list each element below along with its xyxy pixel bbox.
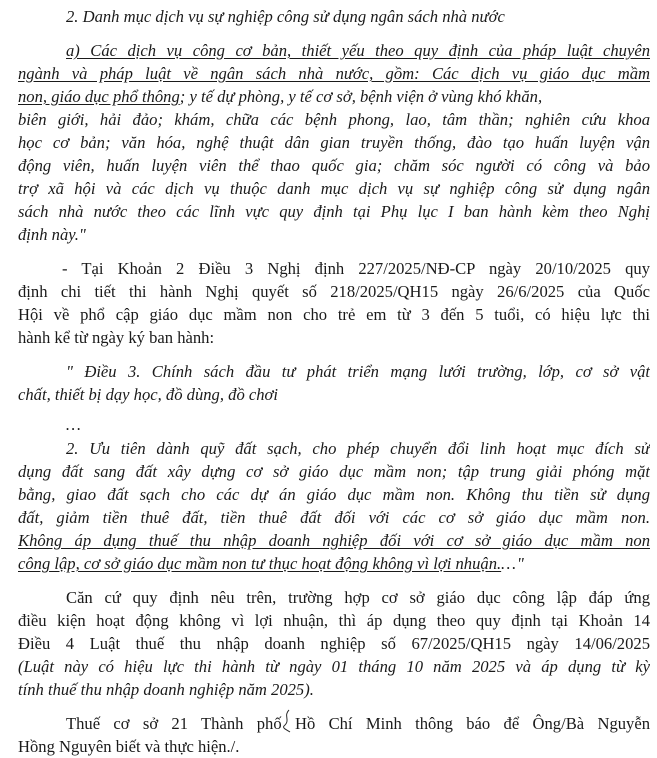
conclusion-line-3: Điều 4 Luật thuế thu nhập doanh nghiệp số 67/2025/QH15 ngày 14/06/2025	[18, 634, 650, 653]
clause2-line-3: bằng, giao đất sạch cho các dự án giáo dục mầm non. Không thu tiền sử dụng	[18, 485, 650, 504]
conclusion-line-1: Căn cứ quy định nêu trên, trường hợp cơ sở giáo dục công lập đáp ứng	[66, 588, 650, 607]
item-a-line-1: a) Các dịch vụ công cơ bản, thiết yếu theo quy định của pháp luật chuyên	[66, 41, 650, 60]
clause2-line-4: đất, giảm tiền thuê đất, tiền thuê đất đối với các cơ sở giáo dục mầm non.	[18, 508, 650, 527]
clause2-line-2: dụng đất sang đất xây dựng cơ sở giáo dục mầm non; tập trung giải phóng mặt	[18, 462, 650, 481]
closing-line-2: Hồng Nguyên biết và thực hiện./.	[18, 737, 240, 756]
item-a-line-7: trợ xã hội và các dịch vụ thuộc danh mục dịch vụ sự nghiệp công sử dụng ngân	[18, 179, 650, 198]
item-a-line-9: định này."	[18, 225, 86, 244]
decree-ref-line-1: - Tại Khoản 2 Điều 3 Nghị định 227/2025/NĐ-CP ngày 20/10/2025 quy	[62, 259, 650, 278]
item-a-line-4: biên giới, hải đảo; khám, chữa các bệnh phong, lao, tâm thần; nghiên cứu khoa	[18, 110, 650, 129]
item-a-line-3-underlined: non, giáo dục phổ thông	[18, 87, 180, 106]
item-a-line-3	[18, 86, 650, 108]
section-title: 2. Danh mục dịch vụ sự nghiệp công sử dụng ngân sách nhà nước	[66, 7, 505, 26]
decree-ref-line-4: hành kể từ ngày ký ban hành:	[18, 328, 215, 347]
article3-line-1: " Điều 3. Chính sách đầu tư phát triển mạng lưới trường, lớp, cơ sở vật	[66, 362, 650, 381]
item-a-line-6: động viên, huấn luyện viên thể thao quốc gia; chăm sóc người có công và bảo	[18, 156, 650, 175]
decree-ref-line-2: định chi tiết thi hành Nghị quyết số 218/2025/QH15 ngày 26/6/2025 của Quốc	[18, 282, 650, 301]
conclusion-italic-line-1: (Luật này có hiệu lực thi hành từ ngày 01 tháng 10 năm 2025 và áp dụng từ kỳ	[18, 657, 650, 676]
conclusion-italic-line-2: tính thuế thu nhập doanh nghiệp năm 2025).	[18, 680, 314, 699]
clause2-line-1: 2. Ưu tiên dành quỹ đất sạch, cho phép chuyển đổi linh hoạt mục đích sử	[66, 439, 650, 458]
clause2-tail: …"	[501, 554, 525, 573]
item-a-line-8: sách nhà nước theo các lĩnh vực quy định tại Phụ lục I ban hành kèm theo Nghị	[18, 202, 650, 221]
article3-line-2: chất, thiết bị dạy học, đồ dùng, đồ chơi	[18, 385, 279, 404]
item-a-line-5: học cơ bản; văn hóa, nghệ thuật dân gian truyền thống, đào tạo huấn luyện vận	[18, 133, 650, 152]
article3-ellipsis: …	[66, 415, 81, 434]
item-a-line-3-rest: ; y tế dự phòng, y tế cơ sở, bệnh viện ở vùng khó khăn,	[179, 87, 543, 106]
clause2-line-5: Không áp dụng thuế thu nhập doanh nghiệp đối với cơ sở giáo dục mầm non	[18, 531, 650, 550]
item-a-line-2: ngành và pháp luật về ngân sách nhà nước, gồm: Các dịch vụ giáo dục mầm	[18, 64, 650, 83]
decree-ref-line-3: Hội về phổ cập giáo dục mầm non cho trẻ em từ 3 đến 5 tuổi, có hiệu lực thi	[18, 305, 650, 324]
conclusion-line-2: điều kiện hoạt động không vì lợi nhuận, thì áp dụng theo quy định tại Khoản 14	[18, 611, 650, 630]
closing-line-1: Thuế cơ sở 21 Thành phố Hồ Chí Minh thông báo để Ông/Bà Nguyễn	[66, 714, 650, 733]
clause2-line-6	[18, 553, 650, 575]
clause2-line-6-underlined: công lập, cơ sở giáo dục mầm non tư thục hoạt động không vì lợi nhuận.	[18, 554, 502, 573]
signature-mark-icon	[279, 708, 293, 734]
